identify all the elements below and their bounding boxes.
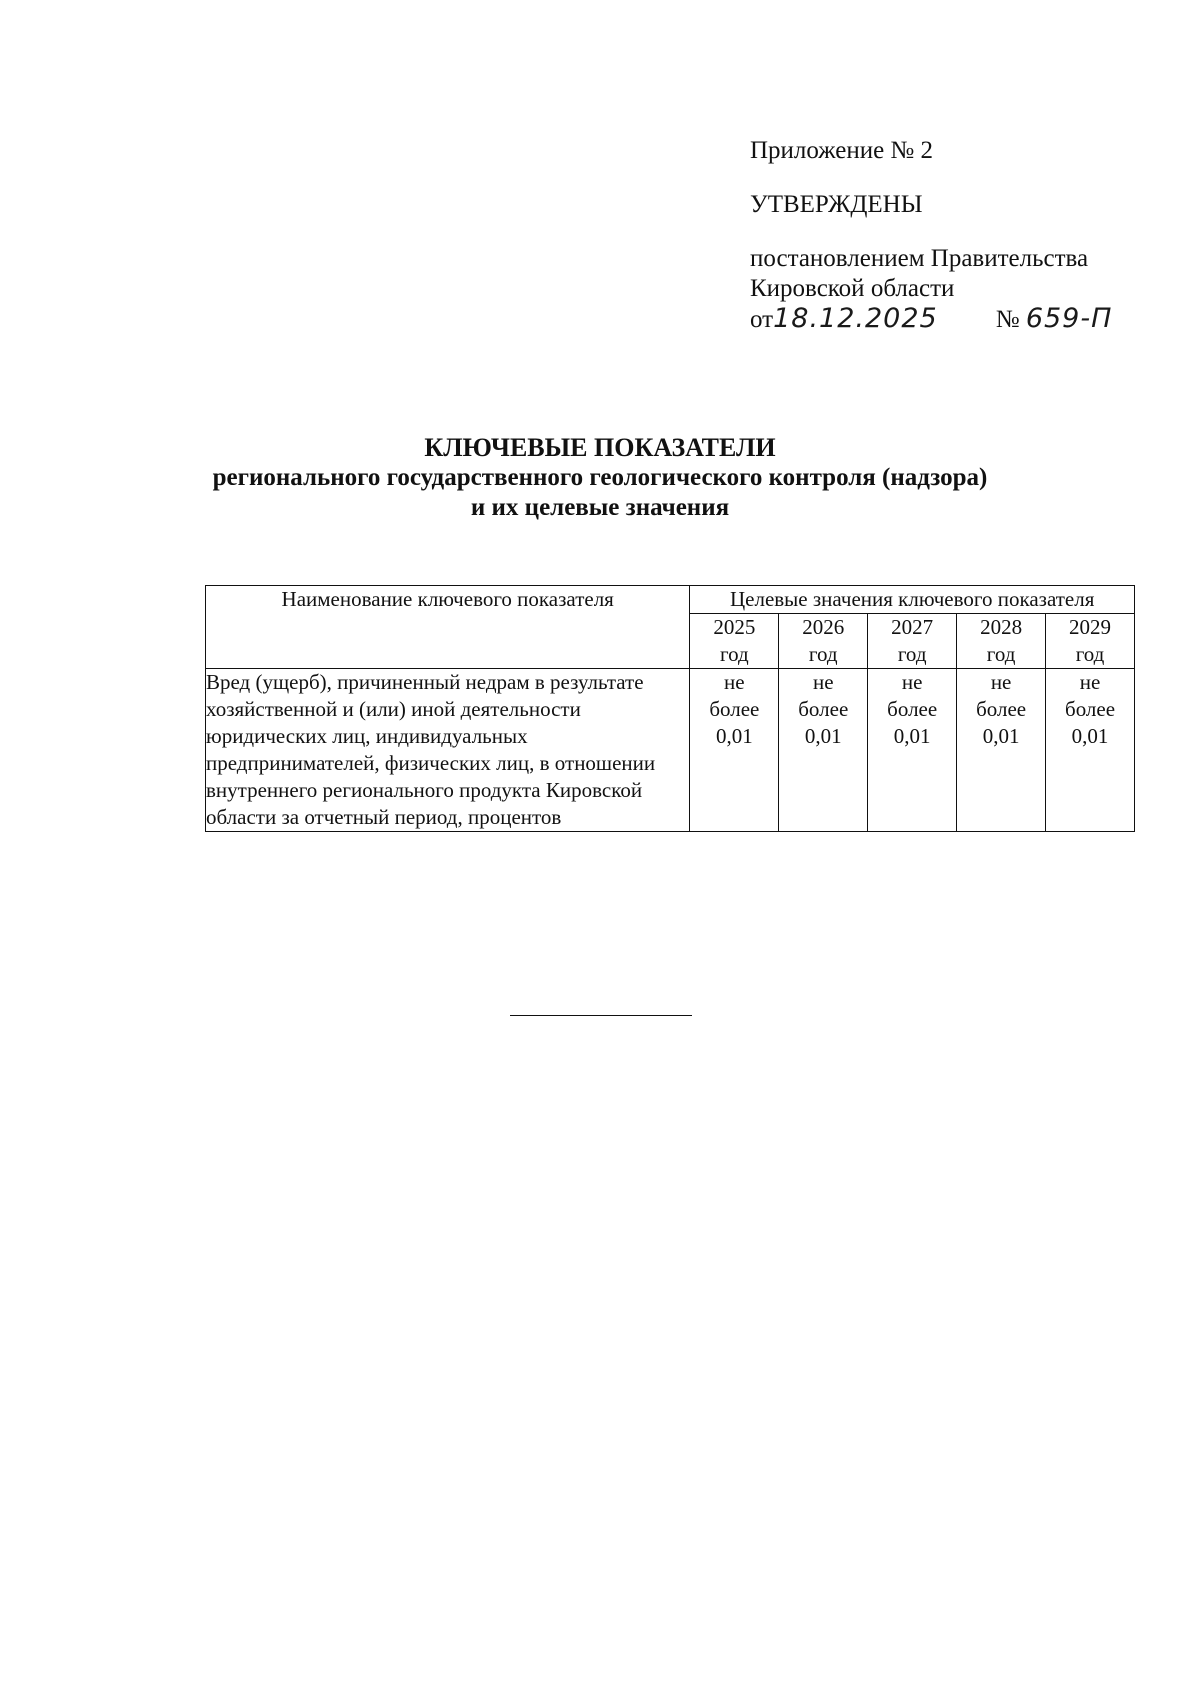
value-line: не	[812, 670, 834, 694]
year-value: 2025	[713, 615, 756, 639]
approval-block	[750, 136, 1112, 335]
number-prefix: №	[995, 306, 1020, 333]
approved-label: УТВЕРЖДЕНЫ	[750, 191, 923, 218]
title-line-3: и их целевые значения	[470, 494, 730, 521]
value-line: не	[901, 670, 923, 694]
table-header-row	[206, 586, 1135, 614]
table-row	[206, 669, 1135, 832]
value-line: 0,01	[893, 724, 931, 748]
year-unit: год	[897, 642, 927, 666]
year-unit: год	[808, 642, 838, 666]
indicator-name-header: Наименование ключевого показателя	[206, 586, 690, 669]
handwritten-date: 18.12.2025	[773, 303, 938, 334]
resolution-line-2: Кировской области	[750, 275, 955, 302]
value-line: 0,01	[982, 724, 1020, 748]
title-line-1: КЛЮЧЕВЫЕ ПОКАЗАТЕЛИ	[424, 433, 776, 462]
target-value-2025	[690, 669, 779, 832]
year-header-2025	[690, 614, 779, 669]
indicator-name-cell: Вред (ущерб), причиненный недрам в результате хозяйственной и (или) иной деятельности юридических лиц, индивидуальных предпринимателей, физических лиц, в отношении внутреннего регионального продукта Кировской области за отчетный период, процентов	[206, 669, 690, 832]
target-value-2029	[1046, 669, 1135, 832]
value-line: 0,01	[1071, 724, 1109, 748]
value-line: не	[1079, 670, 1101, 694]
document-title	[0, 433, 1200, 523]
date-prefix: от	[750, 306, 774, 333]
indicators-table	[205, 585, 1135, 832]
year-unit: год	[986, 642, 1016, 666]
year-header-2029	[1046, 614, 1135, 669]
year-value: 2026	[802, 615, 845, 639]
year-header-2027	[868, 614, 957, 669]
year-header-2026	[779, 614, 868, 669]
value-line: более	[976, 697, 1027, 721]
appendix-label: Приложение № 2	[750, 137, 934, 164]
value-line: 0,01	[715, 724, 753, 748]
year-unit: год	[720, 642, 749, 666]
year-value: 2029	[1069, 615, 1112, 639]
year-value: 2027	[891, 615, 934, 639]
value-line: более	[709, 697, 760, 721]
target-value-2026	[779, 669, 868, 832]
target-values-header: Целевые значения ключевого показателя	[690, 586, 1135, 614]
value-line: не	[990, 670, 1012, 694]
year-unit: год	[1075, 642, 1105, 666]
value-line: более	[1065, 697, 1116, 721]
date-number-row	[750, 304, 1112, 335]
target-value-2027	[868, 669, 957, 832]
closing-rule	[510, 1015, 692, 1016]
title-line-2: регионального государственного геологического контроля (надзора)	[212, 464, 988, 491]
value-line: 0,01	[804, 724, 842, 748]
resolution-line-1: постановлением Правительства	[750, 245, 1089, 272]
value-line: более	[887, 697, 938, 721]
value-line: более	[798, 697, 849, 721]
handwritten-number: 659-П	[1025, 303, 1113, 334]
year-header-2028	[957, 614, 1046, 669]
target-value-2028	[957, 669, 1046, 832]
value-line: не	[724, 670, 745, 694]
year-value: 2028	[980, 615, 1023, 639]
